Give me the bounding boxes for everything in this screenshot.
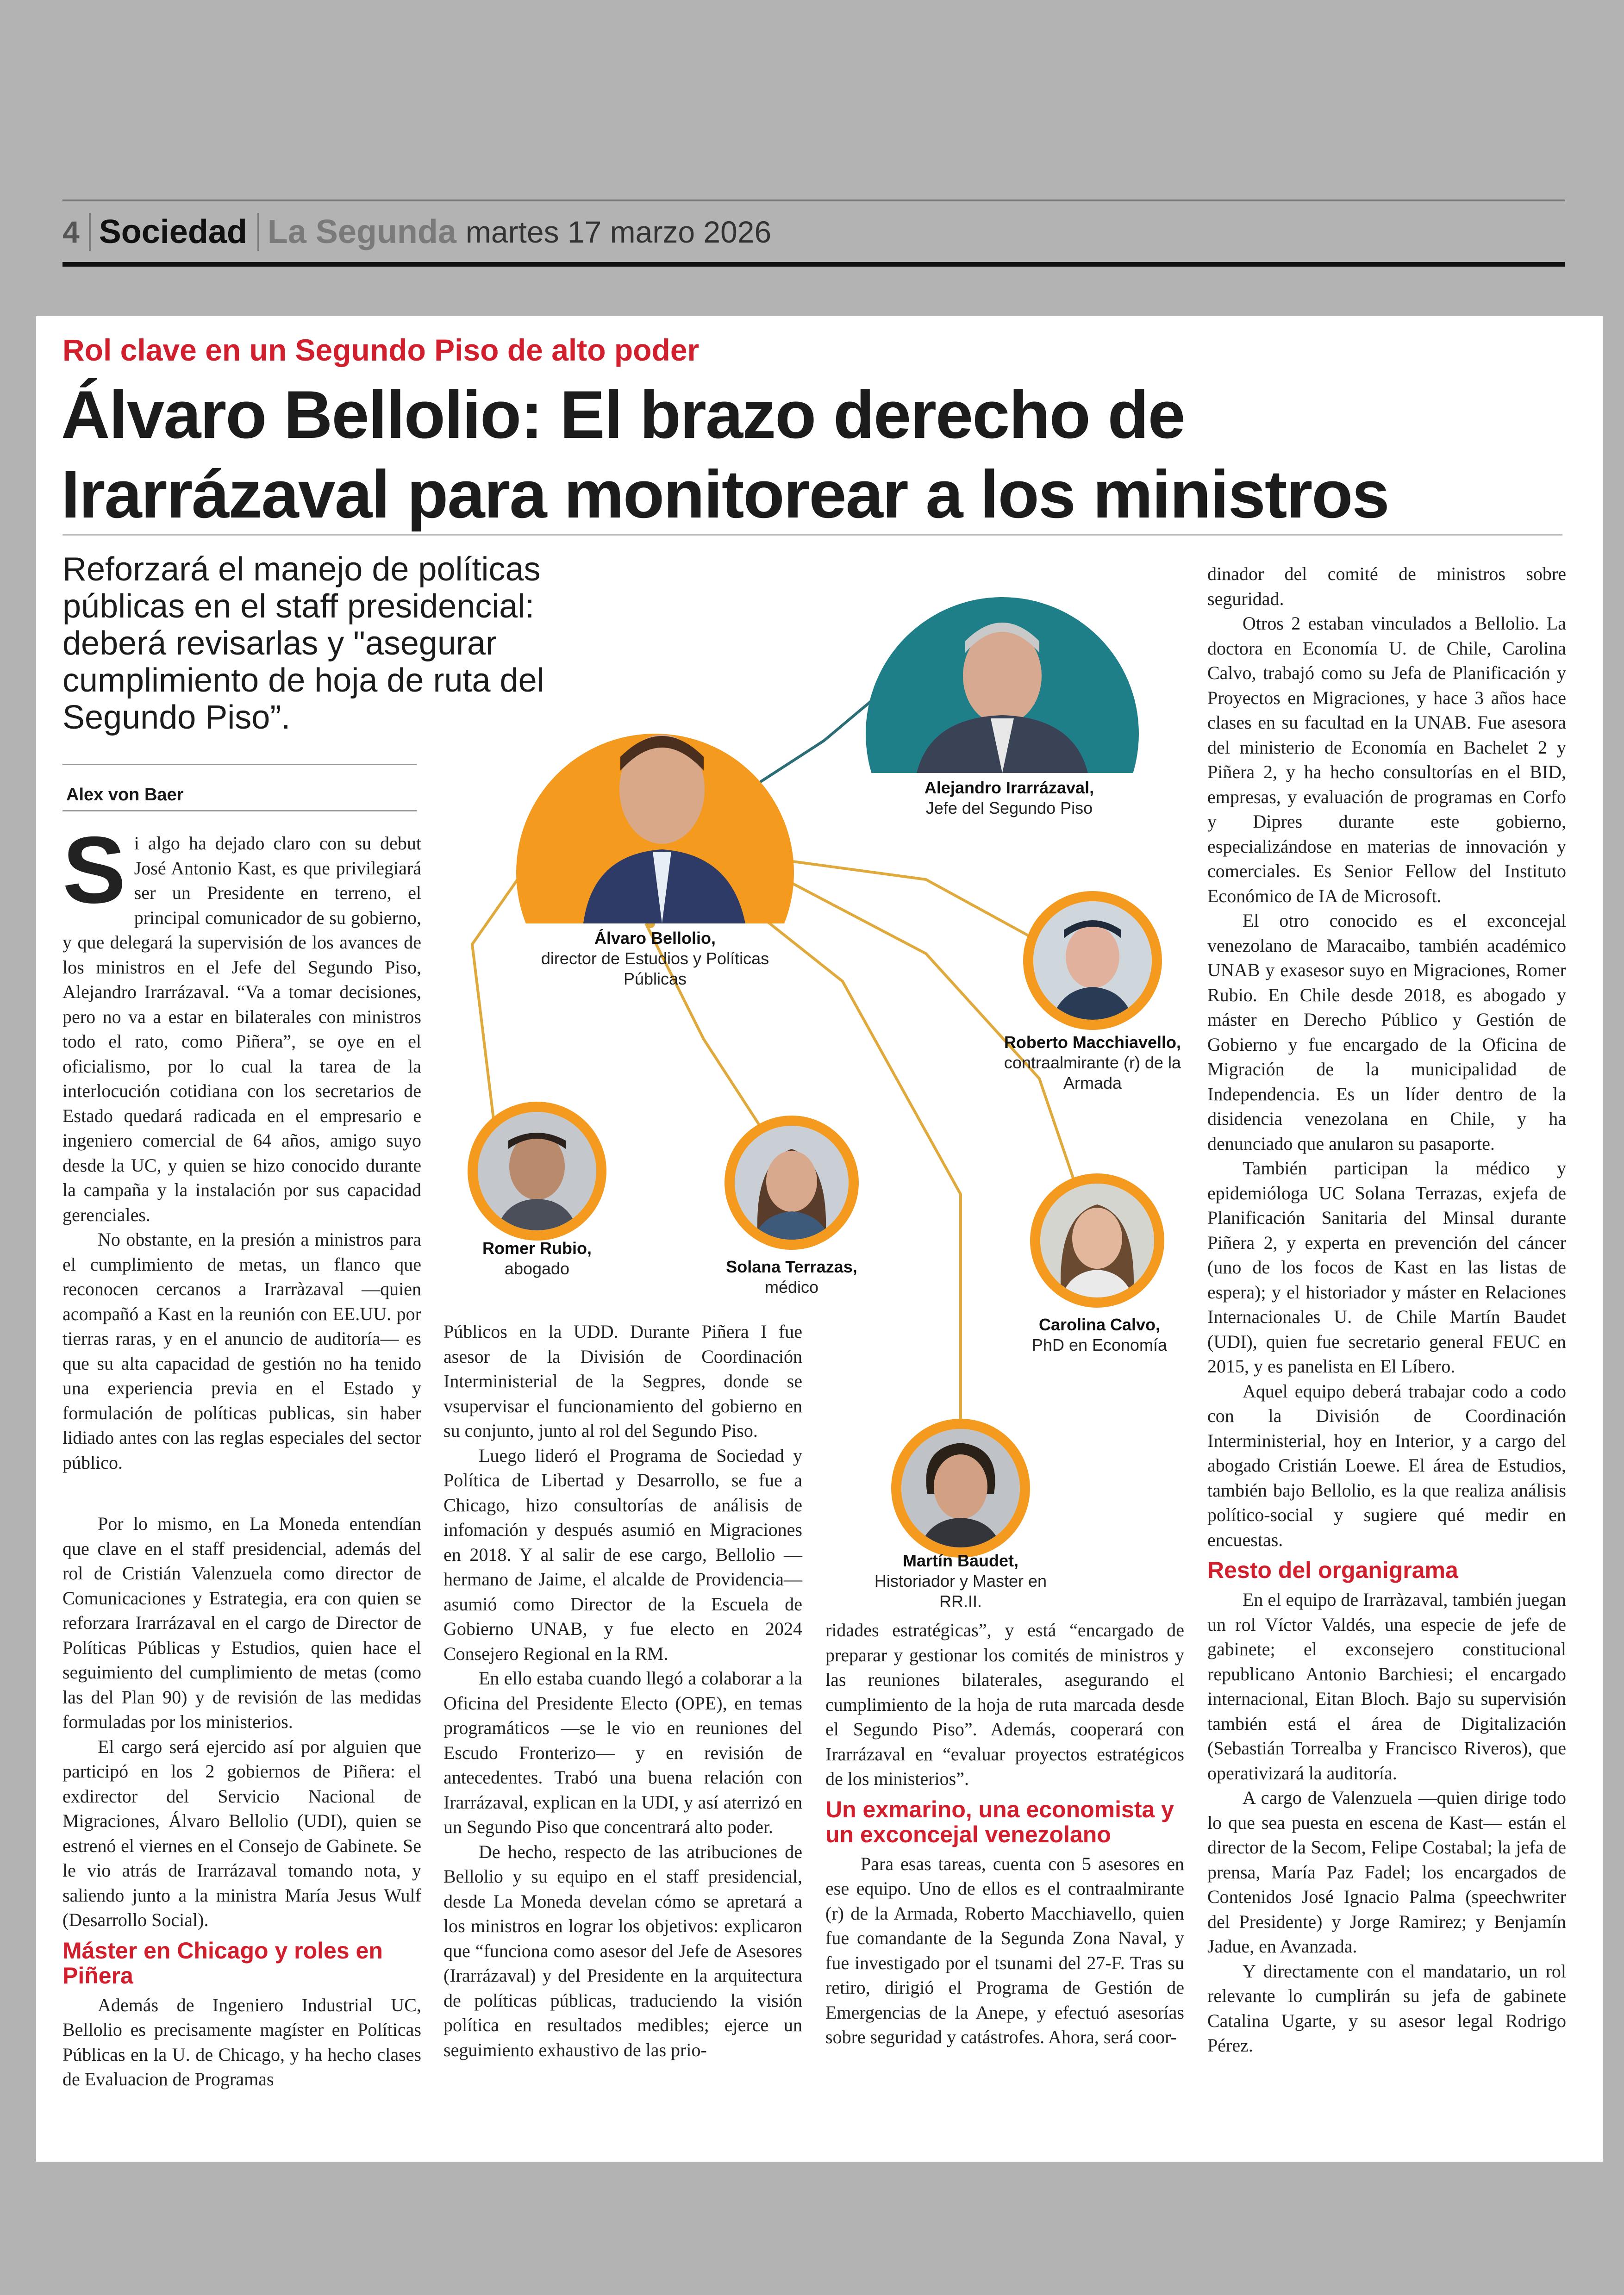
person-role: Historiador y Master en RR.II. — [874, 1572, 1047, 1611]
drop-cap: S — [62, 817, 126, 923]
person-name: Álvaro Bellolio, — [594, 929, 716, 948]
portrait-rubio — [468, 1102, 606, 1241]
paragraph: Y directamente con el mandatario, un rol relevante lo cumplirán su jefa de gabinete Catalina Ugarte, y su asesor legal Rodrigo Pérez. — [1207, 1960, 1566, 2056]
paragraph: Además de Ingeniero Industrial UC, Bellolio es precisamente magíster en Políticas Públicas en la U. de Chicago, y ha hecho clases de Evaluacion de Programas — [62, 1994, 421, 2089]
paragraph: ridades estratégicas”, y está “encargado de preparar y gestionar los comités de ministros y las reuniones bilaterales, asegurando el cumplimiento de la hoja de ruta marcada desde el Segundo Piso”. Además, cooperará con Irarrázaval en “evaluar proyectos estratégicos de los ministerios”. — [825, 1620, 1184, 1789]
paragraph: Aquel equipo deberá trabajar codo a codo con la División de Coordinación Interministerial, hoy en Interior, y a cargo del abogado Cristián Loewe. El área de Estudios, también bajo Bellolio, es la que realiza análisis político-social y sugiere qué medir en encuestas. — [1207, 1380, 1566, 1550]
paragraph: dinador del comité de ministros sobre seguridad. — [1207, 563, 1566, 609]
page-number: 4 — [62, 215, 80, 249]
caption-terrazas — [699, 1257, 884, 1297]
body-column-3 — [825, 1618, 1184, 2050]
caption-irarrazaval — [870, 778, 1148, 818]
person-silhouette-icon — [478, 1112, 596, 1230]
section-name: Sociedad — [99, 213, 247, 250]
caption-calvo — [1002, 1315, 1197, 1355]
person-name: Martín Baudet, — [902, 1551, 1018, 1570]
connector-rubio — [472, 879, 518, 1134]
paragraph: También participan la médico y epidemióloga UC Solana Terrazas, exjefa de Planificación Sanitaria del Minsal durante Piñera 2, y experta en prevención del cáncer (uno de los focos de Kast en las listas de espera); y el historiador y máster en Relaciones Internacionales U. de Chile Martín Baudet (UDI), quien fue secretario general FEUC en 2015, y es panelista en El Líbero. — [1207, 1158, 1566, 1377]
kicker: Rol clave en un Segundo Piso de alto poder — [62, 333, 700, 367]
person-silhouette-icon — [1033, 901, 1152, 1020]
person-silhouette-icon — [735, 1126, 849, 1240]
person-name: Solana Terrazas, — [726, 1257, 857, 1276]
caption-baudet — [854, 1551, 1067, 1612]
person-name: Roberto Macchiavello, — [1004, 1033, 1181, 1052]
subhead: Un exmarino, una economista y un exconcejal venezolano — [825, 1796, 1174, 1847]
portrait-terrazas — [725, 1116, 859, 1250]
paragraph: No obstante, en la presión a ministros para el cumplimiento de metas, un flanco que reconocen cercanos a Irarràzaval —quien acompañó a Kast en la reunión con EE.UU. por tierras raras, y en el anuncio de auditoría— es que su alta capacidad de gestión no ha tenido una experiencia previa en el Estado y formulación de políticas publicas, sin haber lidiado antes con las reglas especiales del sector público. — [62, 1229, 421, 1473]
portrait-bellolio — [514, 715, 796, 923]
lede: Reforzará el manejo de políticas públicas en el staff presidencial: deberá revisarlas y "asegurar cumplimiento de hoja de ruta del Segundo Piso”. — [62, 551, 544, 736]
paragraph: A cargo de Valenzuela —quien dirige todo lo que sea puesta en escena de Kast— están el director de la Secom, Felipe Costabal; la jefa de prensa, María Paz Fadel; los encargados de Contenidos José Ignacio Palma (speechwriter del Presidente) y Jorge Ramirez; y Benjamín Jadue, en Avanzada. — [1207, 1787, 1566, 1957]
paragraph: En el equipo de Irarràzaval, también juegan un rol Víctor Valdés, una especie de jefe de gabinete; el exconsejero constitucional republicano Antonio Barchiesi; el encargado internacional, Eitan Bloch. Bajo su supervisión también está el área de Digitalización (Sebastián Torrealba y Francisco Riveros), que operativizará la auditoría. — [1207, 1589, 1566, 1784]
caption-bellolio — [514, 928, 796, 989]
body-column-2 — [443, 1319, 802, 2062]
person-role: Jefe del Segundo Piso — [925, 798, 1093, 817]
paragraph: Luego lideró el Programa de Sociedad y Política de Libertad y Desarrollo, se fue a Chicago, hizo consultorías de análisis de infomación y después asumió en Migraciones en 2018. Y al salir de ese cargo, Bellolio —hermano de Jaime, el alcalde de Providencia— asumió como Director de la Escuela de Gobierno UNAB, y fue electo en 2024 Consejero Regional en la RM. — [443, 1445, 802, 1664]
paragraph — [62, 817, 421, 1227]
byline: Alex von Baer — [66, 785, 184, 804]
paragraph: El cargo será ejercido así por alguien que participó en los 2 gobiernos de Piñera: el exdirector del Servicio Nacional de Migraciones, Álvaro Bellolio (UDI), quien se estrenó el viernes en el Consejo de Gabinete. Se le vio atrás de Irarrázaval tomando nota, y saliendo junto a la ministra María Jesus Wulf (Desarrollo Social). — [62, 1736, 421, 1930]
body-column-1 — [62, 817, 421, 1475]
portrait-macchiavello — [1023, 891, 1162, 1030]
caption-rubio — [444, 1238, 630, 1279]
person-role: PhD en Economía — [1031, 1335, 1168, 1354]
paragraph: En ello estaba cuando llegó a colaborar a la Oficina del Presidente Electo (OPE), en temas programáticos —se le vio en reuniones del Escudo Fronterizo— y en revisión de antecedentes. Trabó una buena relación con Irarrázaval, explican en la UDI, y así aterrizó en un Segundo Piso que concentrará alto poder. — [443, 1668, 802, 1837]
person-role: contraalmirante (r) de la Armada — [1004, 1053, 1181, 1092]
body-column-1-lower — [62, 1511, 421, 2092]
portrait-baudet — [891, 1419, 1030, 1558]
body-column-4 — [1207, 561, 1566, 2058]
subhead: Máster en Chicago y roles en Piñera — [62, 1937, 383, 1989]
issue-date: martes 17 marzo 2026 — [465, 215, 772, 249]
paragraph: Públicos en la UDD. Durante Piñera I fue asesor de la División de Coordinación Interministerial de la Segpres, donde se vsupervisar el funcionamiento del gobierno en su conjunto, junto al rol del Segundo Piso. — [443, 1321, 802, 1441]
paragraph: Por lo mismo, en La Moneda entendían que clave en el staff presidencial, además del rol de Cristián Valenzuela como director de Comunicaciones y Estrategia, era con quien se reforzara Irarrázaval en el cargo de Director de Políticas Públicas y Estudios, quien hace el seguimiento del cumplimiento de metas (como las del Plan 90) y de revisión de las medidas formuladas por los ministerios. — [62, 1513, 421, 1732]
paragraph: Para esas tareas, cuenta con 5 asesores en ese equipo. Uno de ellos es el contraalmirante (r) de la Armada, Roberto Macchiavello, quien fue comandante de la Segunda Zona Naval, y fue investigado por el tsunami del 27-F. Tras su retiro, dirigió el Programa de Gestión de Emergencias de la Anepe, y efectuó asesorías sobre seguridad y catástrofes. Ahora, será coor- — [825, 1853, 1184, 2047]
newspaper-brand: La Segunda — [267, 213, 456, 250]
person-name: Romer Rubio, — [482, 1239, 592, 1258]
portrait-irarrazaval — [866, 597, 1139, 773]
paragraph: Otros 2 estaban vinculados a Bellolio. La doctora en Economía U. de Chile, Carolina Calvo, trabajó como su Jefa de Planificación y Proyectos en Migraciones, y hace 3 años hace clases en su facultad en la UNAB. Fue asesora del ministerio de Economía en Bachelet 2 y Piñera 2, y ha hecho consultorías en el BID, empresas, y evaluación de programas en Corfo y Dipres durante este gobierno, especializándose en materias de innovación y comerciales. Es Senior Fellow del Instituto Económico de IA de Microsoft. — [1207, 613, 1566, 906]
person-silhouette-icon — [901, 1429, 1020, 1547]
person-silhouette-icon — [866, 597, 1139, 773]
person-name: Carolina Calvo, — [1038, 1315, 1161, 1334]
caption-macchiavello — [986, 1032, 1199, 1093]
paragraph-text: i algo ha dejado claro con su debut José Antonio Kast, es que privilegiará ser un Presidente en terreno, el principal comunicador de su gobierno, y que delegará la supervisión de los avances de los ministros en el Jefe del Segundo Piso, Alejandro Irarrázaval. “Va a tomar decisiones, pero no va a estar en bilaterales con ministros todo el rato, como Piñera”, se oye en el oficialismo, por lo cual la tarea de la interlocución cotidiana con los secretarios de Estado quedará radicada en el empresario e ingeniero comercial de 64 años, amigo suyo desde la UC, y quien se hizo conocido durante la campaña y la instalación por sus capacidad gerenciales. — [62, 833, 421, 1225]
paragraph: El otro conocido es el exconcejal venezolano de Maracaibo, también académico UNAB y exasesor suyo en Migraciones, Romer Rubio. En Chile desde 2018, es abogado y máster en Derecho Público y Gestión de Gobierno y fue encargado de la Oficina de Migración de la municipalidad de Independencia. Es un líder dentro de la disidencia venezolana en Chile, y ha denunciado que anularon su pasaporte. — [1207, 910, 1566, 1154]
person-name: Alejandro Irarrázaval, — [924, 778, 1094, 797]
person-silhouette-icon — [1040, 1184, 1154, 1297]
headline-line: Irarrázaval para monitorear a los ministros — [61, 456, 1389, 532]
person-silhouette-icon — [514, 715, 796, 923]
portrait-calvo — [1030, 1173, 1164, 1308]
paragraph: De hecho, respecto de las atribuciones de Bellolio y su equipo en el staff presidencial, desde La Moneda develan cómo se apretará a los ministros en lograr los objetivos: explicaron que “funciona como asesor del Jefe de Asesores (Irarrázaval) y del Presidente en la arquitectura de políticas públicas, traduciendo la visión política en resultados medibles; ejerce un seguimiento exhaustivo de las prio- — [443, 1841, 802, 2060]
person-role: médico — [764, 1278, 819, 1297]
person-role: director de Estudios y Políticas Públicas — [541, 949, 769, 988]
subhead: Resto del organigrama — [1207, 1557, 1458, 1583]
headline-line: Álvaro Bellolio: El brazo derecho de — [61, 377, 1185, 452]
person-role: abogado — [504, 1259, 570, 1278]
